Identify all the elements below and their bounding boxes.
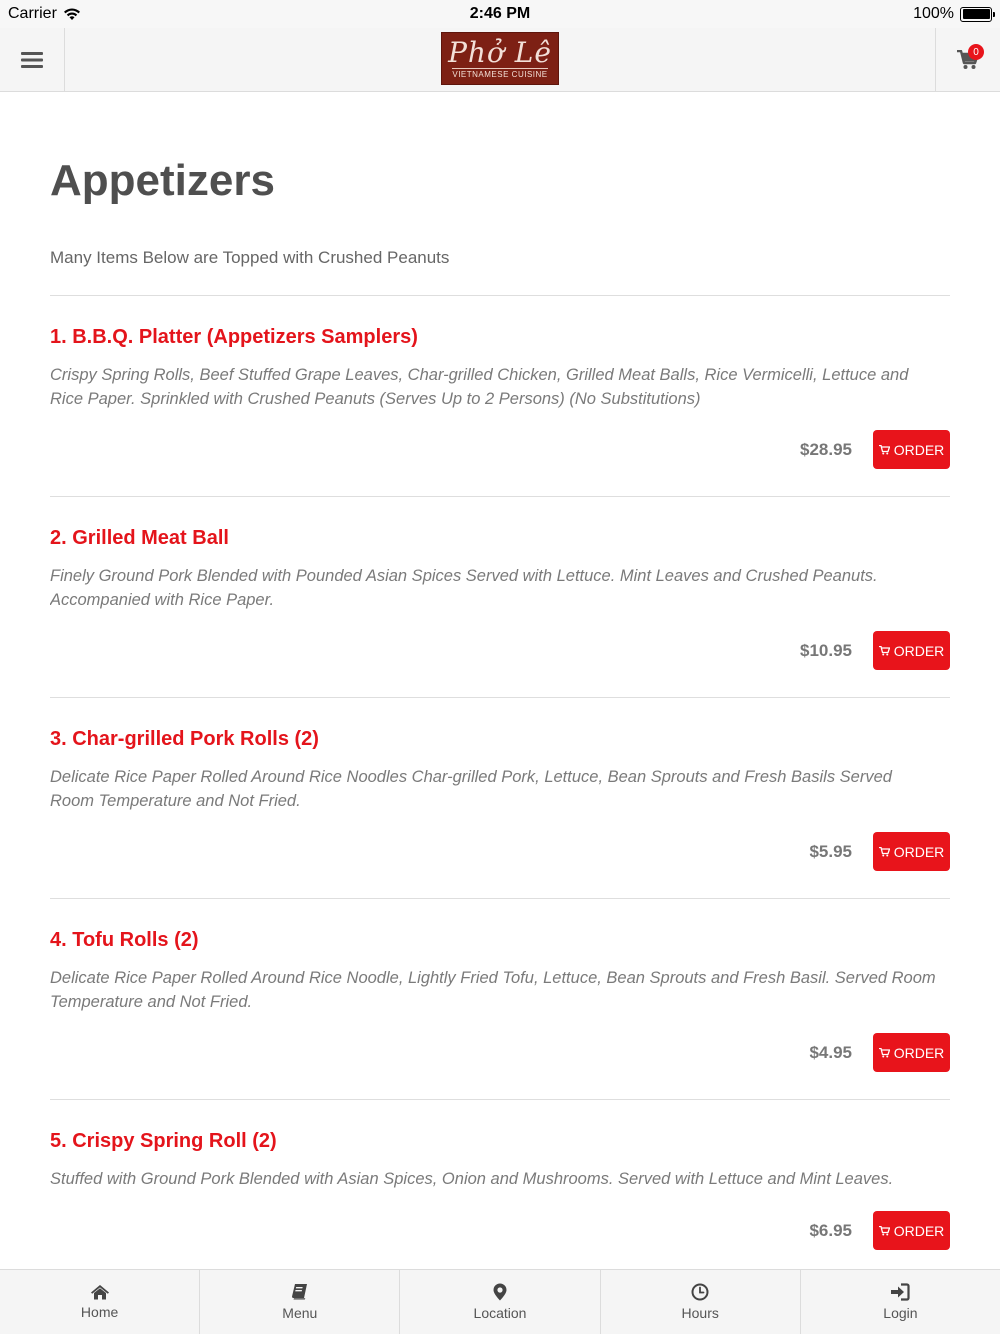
menu-item (50, 296, 950, 497)
item-description: Finely Ground Pork Blended with Pounded Asian Spices Served with Lettuce. Mint Leaves and Crushed Peanuts. Accompanied with Rice Paper. (50, 567, 878, 609)
nav-hours-label: Hours (681, 1305, 719, 1321)
item-title[interactable]: 3. Char-grilled Pork Rolls (2) (50, 728, 319, 750)
order-button[interactable] (873, 1033, 950, 1072)
item-footer (809, 832, 950, 871)
restaurant-logo[interactable] (441, 32, 559, 85)
carrier-label: Carrier (8, 5, 57, 22)
status-bar (0, 0, 1000, 28)
item-title[interactable]: 1. B.B.Q. Platter (Appetizers Samplers) (50, 326, 418, 348)
book-icon (291, 1283, 309, 1301)
cart-icon (879, 1048, 890, 1058)
page-subtitle: Many Items Below are Topped with Crushed Peanuts (50, 248, 450, 267)
item-footer (800, 631, 950, 670)
item-price: $10.95 (800, 640, 852, 660)
item-footer (809, 1033, 950, 1072)
nav-login-label: Login (883, 1305, 918, 1321)
cart-count-badge: 0 (968, 44, 984, 60)
nav-hours[interactable] (601, 1270, 801, 1334)
item-description: Delicate Rice Paper Rolled Around Rice Noodles Char-grilled Pork, Lettuce, Bean Sprouts and Fresh Basils Served Room Temperature and Not Fried. (50, 768, 892, 810)
item-price: $4.95 (809, 1042, 852, 1062)
order-button-label: ORDER (893, 843, 945, 860)
nav-home[interactable] (0, 1270, 200, 1334)
order-button-label: ORDER (893, 642, 945, 659)
clock-icon (691, 1283, 709, 1301)
nav-login[interactable] (801, 1270, 1000, 1334)
nav-location[interactable] (400, 1270, 600, 1334)
page-title: Appetizers (50, 156, 275, 205)
menu-item (50, 497, 950, 698)
menu-toggle-button[interactable] (0, 28, 65, 92)
item-description: Crispy Spring Rolls, Beef Stuffed Grape Leaves, Char-grilled Chicken, Grilled Meat Balls, Rice Vermicelli, Lettuce and Rice Paper. Sprinkled with Crushed Peanuts (Serves Up to 2 Persons) (No Substitutions) (50, 366, 909, 408)
status-left (8, 5, 168, 23)
nav-menu[interactable] (200, 1270, 400, 1334)
order-button-label: ORDER (893, 441, 945, 458)
battery-percent: 100% (913, 5, 954, 22)
nav-menu-label: Menu (282, 1305, 318, 1321)
order-button-label: ORDER (893, 1222, 945, 1239)
order-button-label: ORDER (893, 1044, 945, 1061)
cart-icon (879, 1226, 890, 1236)
status-right (832, 5, 992, 23)
item-price: $5.95 (809, 841, 852, 861)
item-title[interactable]: 5. Crispy Spring Roll (2) (50, 1130, 277, 1152)
bottom-nav (0, 1269, 1000, 1334)
logo-script-text: Phở Lê (448, 36, 552, 69)
order-button[interactable] (873, 430, 950, 469)
item-price: $6.95 (809, 1220, 852, 1240)
home-icon (90, 1284, 110, 1300)
cart-icon (879, 646, 890, 656)
item-description: Stuffed with Ground Pork Blended with Asian Spices, Onion and Mushrooms. Served with Lettuce and Mint Leaves. (50, 1170, 894, 1188)
app-header (0, 28, 1000, 92)
login-icon (890, 1283, 910, 1301)
hamburger-icon (21, 51, 43, 69)
item-footer (809, 1211, 950, 1250)
nav-location-label: Location (473, 1305, 527, 1321)
order-button[interactable] (873, 631, 950, 670)
map-pin-icon (493, 1283, 507, 1301)
cart-icon (879, 445, 890, 455)
menu-item (50, 1100, 950, 1268)
item-description: Delicate Rice Paper Rolled Around Rice Noodle, Lightly Fried Tofu, Lettuce, Bean Sprouts and Fresh Basil. Served Room Temperature and Not Fried. (50, 969, 936, 1011)
item-footer (800, 430, 950, 469)
menu-item (50, 698, 950, 899)
nav-home-label: Home (80, 1304, 119, 1320)
battery-icon (960, 7, 992, 22)
main-content (50, 93, 950, 1268)
cart-icon (879, 847, 890, 857)
item-title[interactable]: 2. Grilled Meat Ball (50, 527, 229, 549)
order-button[interactable] (873, 1211, 950, 1250)
menu-item (50, 899, 950, 1100)
item-title[interactable]: 4. Tofu Rolls (2) (50, 929, 199, 951)
order-button[interactable] (873, 832, 950, 871)
wifi-icon (63, 7, 81, 21)
item-price: $28.95 (800, 439, 852, 459)
logo-subtitle: VIETNAMESE CUISINE (452, 70, 548, 79)
status-time: 2:46 PM (469, 5, 531, 22)
cart-button[interactable] (935, 28, 1000, 92)
